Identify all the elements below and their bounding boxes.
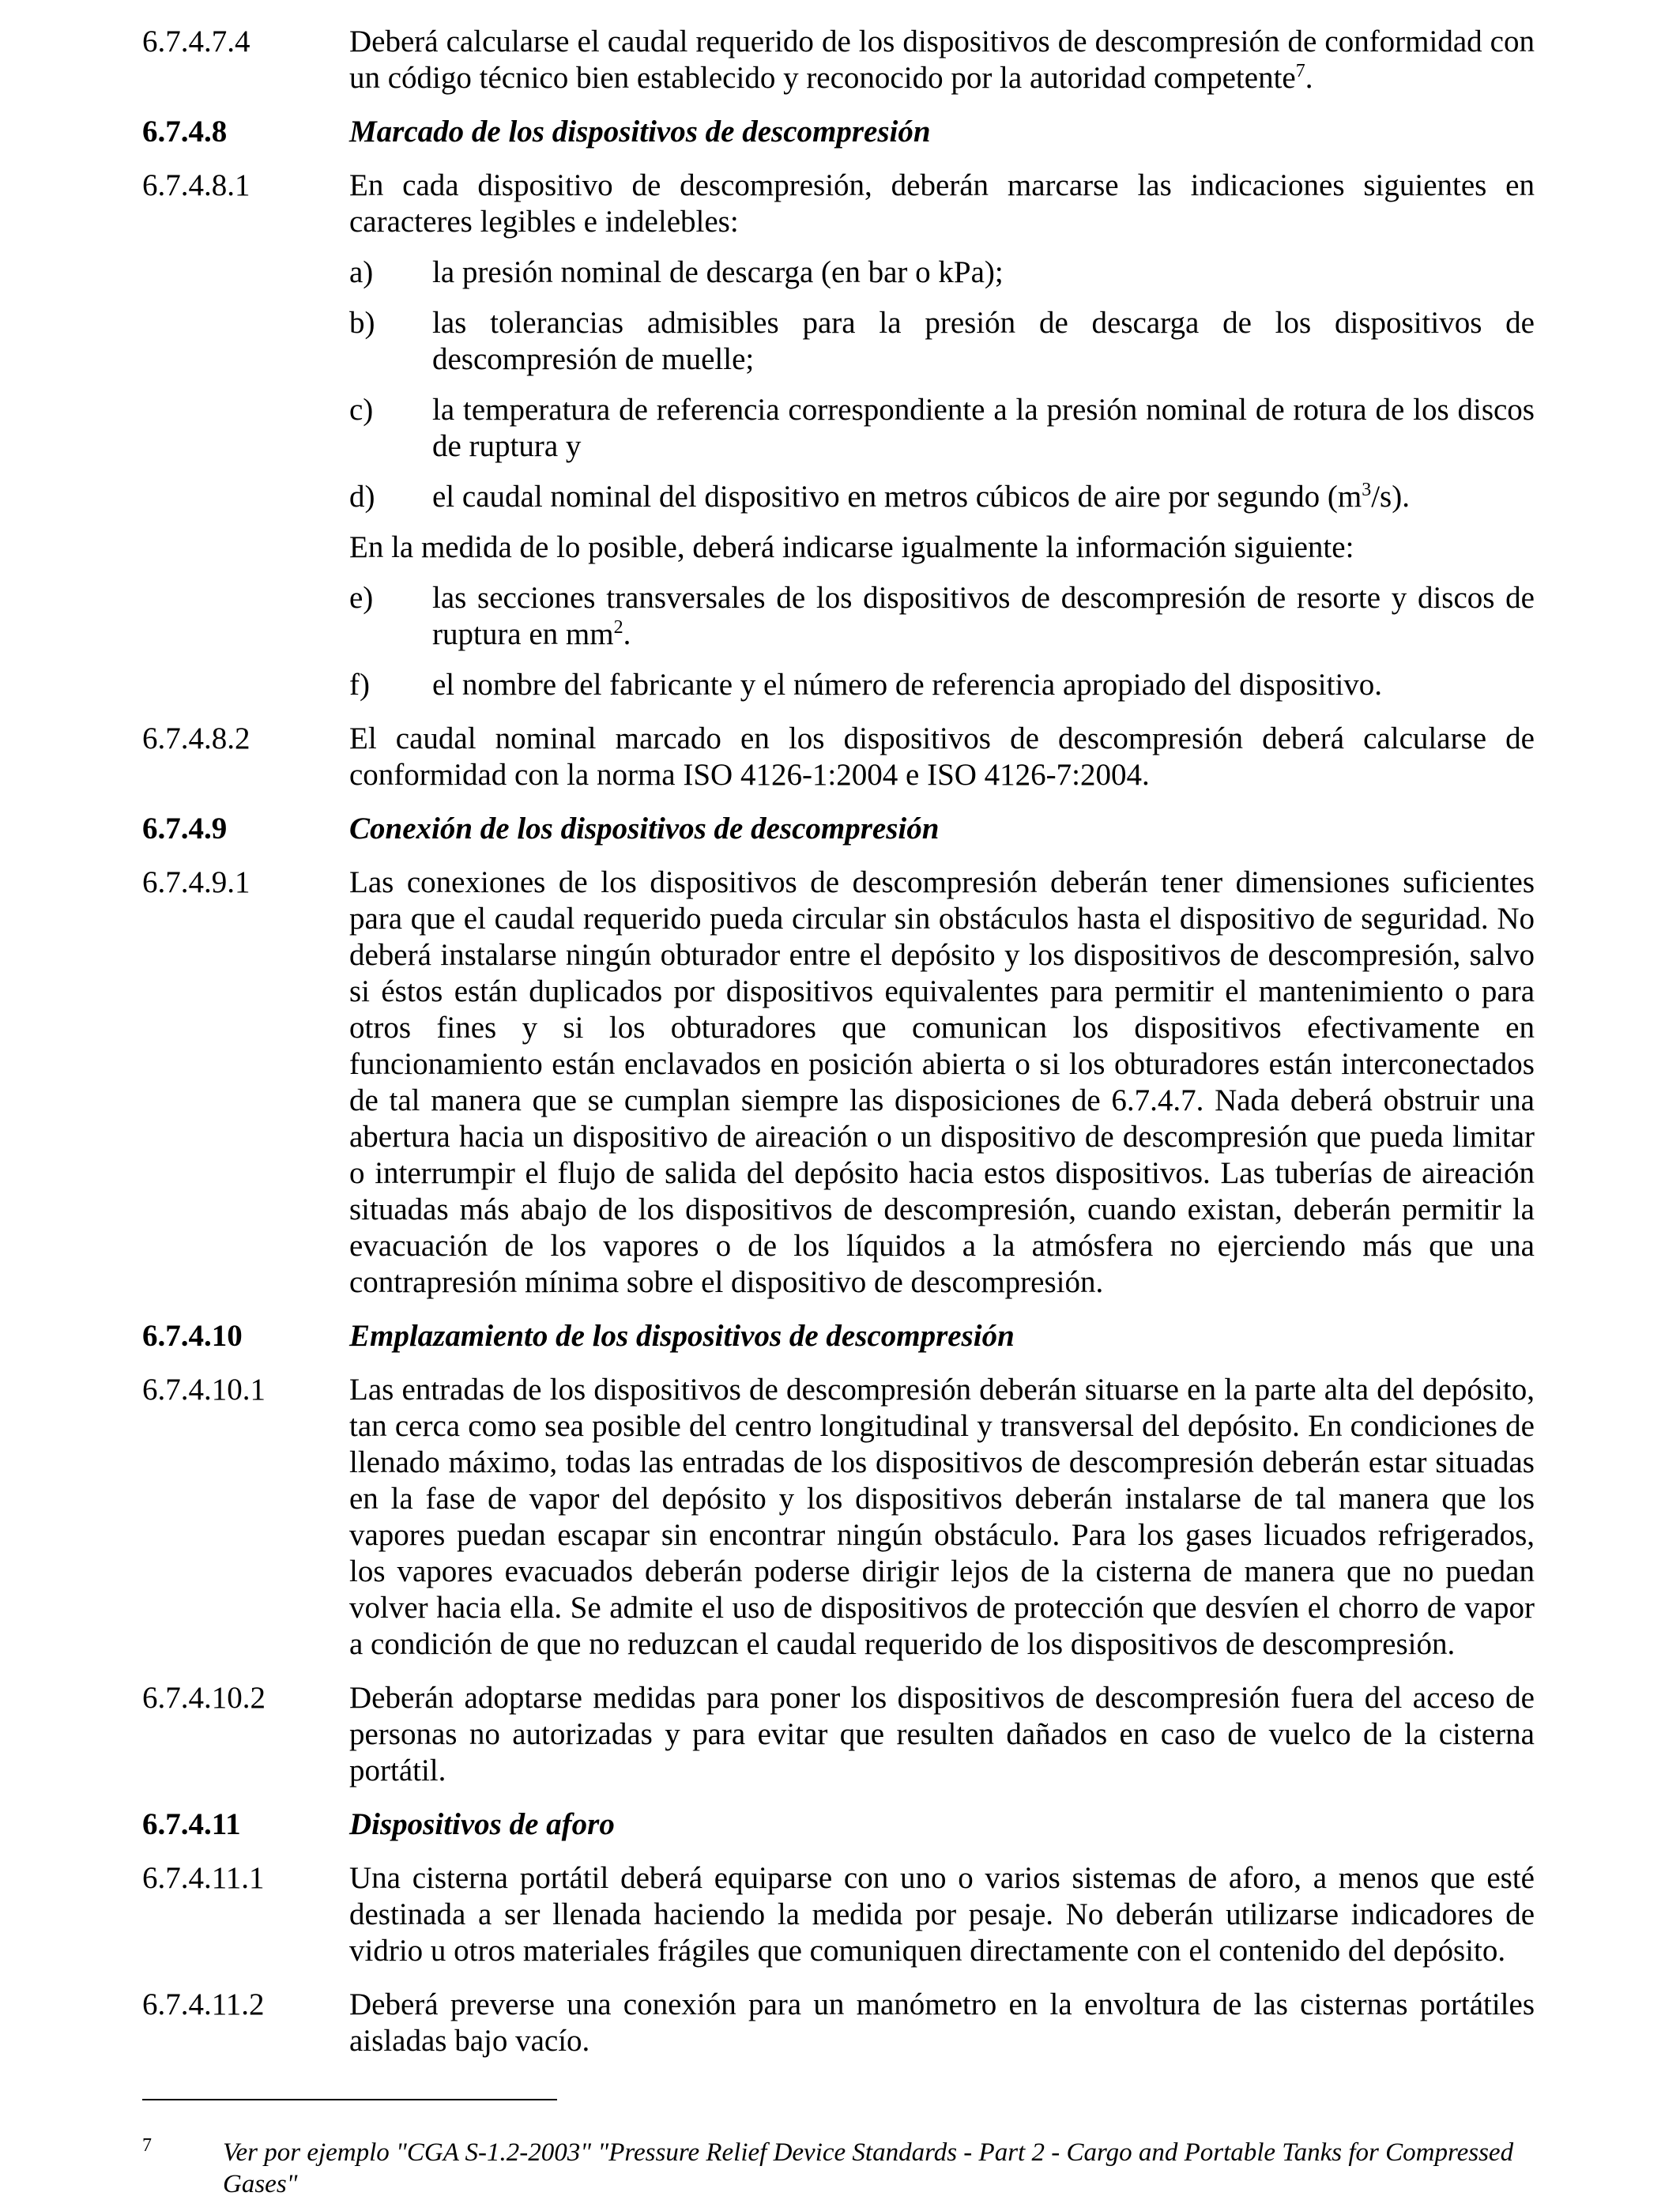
list-item-text: la presión nominal de descarga (en bar o kPa); <box>432 255 1004 289</box>
paragraph-text <box>349 24 1535 96</box>
section-number: 6.7.4.11 <box>142 1807 241 1841</box>
paragraph-6-7-4-9-1 <box>142 865 1535 1301</box>
section-title: Emplazamiento de los dispositivos de descompresión <box>349 1319 1015 1353</box>
document-body <box>142 24 1535 2059</box>
list-item-label: e) <box>349 581 374 615</box>
list-item <box>349 392 1535 465</box>
list-item <box>349 479 1535 515</box>
footnote-reference[interactable]: 7 <box>1295 61 1305 81</box>
paragraph-text: Deberá preverse una conexión para un manómetro en la envoltura de las cisternas portátiles aisladas bajo vacío. <box>349 1987 1535 2058</box>
list-item-label: a) <box>349 255 374 289</box>
paragraph-text-tail: . <box>1305 61 1313 95</box>
paragraph-number: 6.7.4.11.2 <box>142 1987 265 2021</box>
footnote-number: 7 <box>142 2135 152 2156</box>
list-item-text <box>432 580 1535 653</box>
intermediate-text: En la medida de lo posible, deberá indicarse igualmente la información siguiente: <box>349 530 1354 564</box>
superscript: 2 <box>613 617 623 638</box>
section-title: Marcado de los dispositivos de descompresión <box>349 115 931 149</box>
paragraph-number: 6.7.4.8.1 <box>142 168 250 202</box>
paragraph-number: 6.7.4.11.1 <box>142 1861 265 1895</box>
list-item-label: c) <box>349 393 374 427</box>
paragraph-number: 6.7.4.10.2 <box>142 1681 266 1715</box>
list-item-label: b) <box>349 306 375 340</box>
list-item <box>349 580 1535 653</box>
paragraph-6-7-4-11-2 <box>142 1987 1535 2059</box>
section-heading-6-7-4-11 <box>142 1806 1535 1843</box>
paragraph-text: Una cisterna portátil deberá equiparse con uno o varios sistemas de aforo, a menos que esté destinada a ser llenada haciendo la medida por pesaje. No deberán utilizarse indicadores de vidrio u otros materiales frágiles que comuniquen directamente con el contenido del depósito. <box>349 1861 1535 1968</box>
list-item-text: las tolerancias admisibles para la presión de descarga de los dispositivos de descompresión de muelle; <box>432 306 1535 376</box>
paragraph-text: En cada dispositivo de descompresión, deberán marcarse las indicaciones siguientes en caracteres legibles e indelebles: <box>349 168 1535 239</box>
section-heading-6-7-4-9 <box>142 811 1535 847</box>
section-number: 6.7.4.8 <box>142 115 228 149</box>
optional-marking-list <box>349 580 1535 703</box>
list-item-text-body: el caudal nominal del dispositivo en metros cúbicos de aire por segundo (m <box>432 480 1362 514</box>
paragraph-6-7-4-10-1 <box>142 1372 1535 1663</box>
marking-list <box>349 254 1535 515</box>
section-number: 6.7.4.10 <box>142 1319 243 1353</box>
list-item-text <box>432 479 1535 515</box>
list-item-label: d) <box>349 480 375 514</box>
paragraph-number: 6.7.4.7.4 <box>142 24 250 58</box>
list-item-text-tail: . <box>623 617 631 651</box>
footnote-text: Ver por ejemplo "CGA S-1.2-2003" "Pressure Relief Device Standards - Part 2 - Cargo and Portable Tanks for Compressed Gases" <box>223 2138 1514 2198</box>
list-item <box>349 254 1535 291</box>
footnote <box>142 2134 1565 2197</box>
list-item-text: el nombre del fabricante y el número de referencia apropiado del dispositivo. <box>432 668 1383 702</box>
footnote-separator <box>142 2099 557 2100</box>
paragraph-number: 6.7.4.8.2 <box>142 721 250 755</box>
paragraph-6-7-4-7-4 <box>142 24 1535 96</box>
section-title: Dispositivos de aforo <box>349 1807 615 1841</box>
paragraph-number: 6.7.4.10.1 <box>142 1373 266 1407</box>
section-heading-6-7-4-10 <box>142 1318 1535 1354</box>
section-number: 6.7.4.9 <box>142 812 228 846</box>
list-item <box>349 667 1535 703</box>
paragraph-6-7-4-10-2 <box>142 1680 1535 1789</box>
paragraph-6-7-4-8-2 <box>142 721 1535 793</box>
paragraph-text: Las entradas de los dispositivos de descompresión deberán situarse en la parte alta del depósito, tan cerca como sea posible del centro longitudinal y transversal del depósito. En condiciones de llenado máximo, todas las entradas de los dispositivos de descompresión deberán estar situadas en la fase de vapor del depósito y los dispositivos deberán instalarse de tal manera que los vapores puedan escapar sin encontrar ningún obstáculo. Para los gases licuados refrigerados, los vapores evacuados deberán poderse dirigir lejos de la cisterna de manera que no puedan volver hacia ella. Se admite el uso de dispositivos de protección que desvíen el chorro de vapor a condición de que no reduzcan el caudal requerido de los dispositivos de descompresión. <box>349 1373 1535 1661</box>
superscript: 3 <box>1362 480 1372 500</box>
section-title: Conexión de los dispositivos de descompresión <box>349 812 940 846</box>
paragraph-text: El caudal nominal marcado en los dispositivos de descompresión deberá calcularse de conformidad con la norma ISO 4126-1:2004 e ISO 4126-7:2004. <box>349 721 1535 792</box>
list-item-text: la temperatura de referencia correspondiente a la presión nominal de rotura de los discos de ruptura y <box>432 393 1535 463</box>
paragraph-number: 6.7.4.9.1 <box>142 865 250 899</box>
paragraph-6-7-4-8-1 <box>142 168 1535 240</box>
paragraph-text: Las conexiones de los dispositivos de descompresión deberán tener dimensiones suficientes para que el caudal requerido pueda circular sin obstáculos hasta el dispositivo de seguridad. No deberá instalarse ningún obturador entre el depósito y los dispositivos de descompresión, salvo si éstos están duplicados por dispositivos equivalentes para permitir el mantenimiento o para otros fines y si los obturadores que comunican los dispositivos efectivamente en funcionamiento están enclavados en posición abierta o si los obturadores están interconectados de tal manera que se cumplan siempre las disposiciones de 6.7.4.7. Nada deberá obstruir una abertura hacia un dispositivo de aireación o un dispositivo de descompresión que pueda limitar o interrumpir el flujo de salida del depósito hacia estos dispositivos. Las tuberías de aireación situadas más abajo de los dispositivos de descompresión, cuando existan, deberán permitir la evacuación de los vapores o de los líquidos a la atmósfera no ejerciendo más que una contrapresión mínima sobre el dispositivo de descompresión. <box>349 865 1535 1299</box>
section-heading-6-7-4-8 <box>142 114 1535 150</box>
list-item-text-tail: /s). <box>1371 480 1410 514</box>
list-item-text-body: las secciones transversales de los dispositivos de descompresión de resorte y discos de ruptura en mm <box>432 581 1535 651</box>
paragraph-6-7-4-11-1 <box>142 1860 1535 1969</box>
list-item <box>349 305 1535 378</box>
list-item-label: f) <box>349 668 370 702</box>
paragraph-text: Deberán adoptarse medidas para poner los dispositivos de descompresión fuera del acceso de personas no autorizadas y para evitar que resulten dañados en caso de vuelco de la cisterna portátil. <box>349 1681 1535 1788</box>
paragraph-text-body: Deberá calcularse el caudal requerido de los dispositivos de descompresión de conformidad con un código técnico bien establecido y reconocido por la autoridad competente <box>349 24 1535 95</box>
